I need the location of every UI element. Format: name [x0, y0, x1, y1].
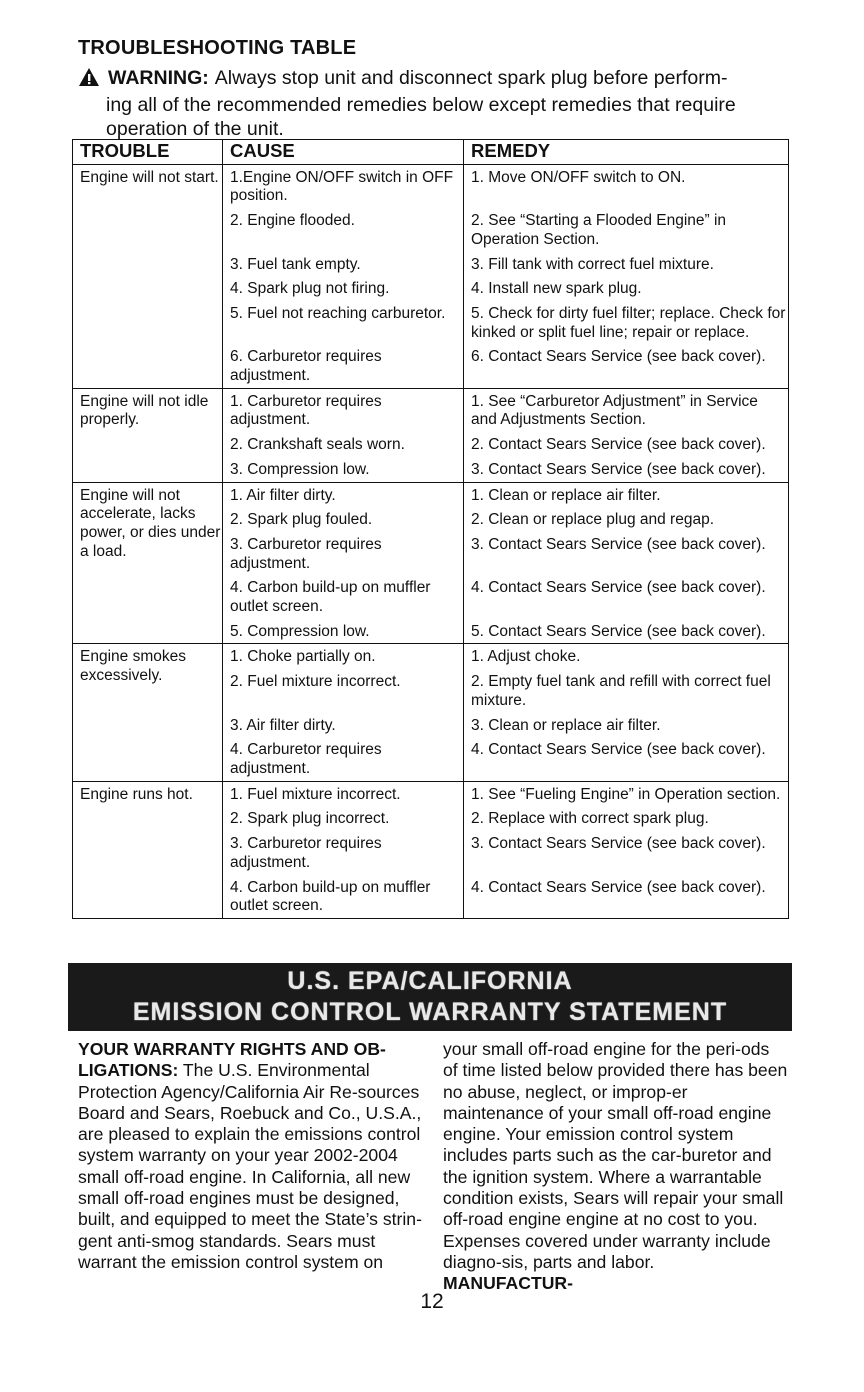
cause-cell: 3. Compression low.	[223, 457, 464, 482]
remedy-cell: 2. Contact Sears Service (see back cover).	[464, 432, 789, 457]
header-cause: CAUSE	[223, 140, 464, 165]
trouble-cell: Engine smokes excessively.	[73, 644, 223, 781]
table-row	[73, 164, 789, 208]
warranty-left-column	[78, 1039, 423, 1295]
cause-cell: 4. Carbon build-up on muffler outlet screen.	[223, 875, 464, 919]
trouble-cell: Engine will not accelerate, lacks power, or dies under a load.	[73, 482, 223, 644]
cause-cell: 2. Spark plug fouled.	[223, 507, 464, 532]
table-header-row	[73, 140, 789, 165]
remedy-cell: 3. Contact Sears Service (see back cover).	[464, 831, 789, 874]
remedy-cell: 2. Clean or replace plug and regap.	[464, 507, 789, 532]
table-row	[73, 781, 789, 806]
cause-cell: 3. Fuel tank empty.	[223, 252, 464, 277]
warning-label: WARNING:	[108, 67, 209, 89]
header-remedy: REMEDY	[464, 140, 789, 165]
cause-cell: 4. Carbon build-up on muffler outlet screen.	[223, 575, 464, 618]
remedy-cell: 3. Fill tank with correct fuel mixture.	[464, 252, 789, 277]
header-trouble: TROUBLE	[73, 140, 223, 165]
cause-cell: 2. Spark plug incorrect.	[223, 806, 464, 831]
cause-cell: 4. Carburetor requires adjustment.	[223, 737, 464, 781]
cause-cell: 5. Compression low.	[223, 619, 464, 644]
remedy-cell: 5. Contact Sears Service (see back cover).	[464, 619, 789, 644]
warranty-heading: YOUR WARRANTY RIGHTS AND OB-LIGATIONS:	[78, 1039, 386, 1081]
cause-cell: 6. Carburetor requires adjustment.	[223, 344, 464, 388]
cause-cell: 2. Fuel mixture incorrect.	[223, 669, 464, 712]
cause-cell: 1. Carburetor requires adjustment.	[223, 388, 464, 432]
remedy-cell: 1. Clean or replace air filter.	[464, 482, 789, 507]
cause-cell: 5. Fuel not reaching carburetor.	[223, 301, 464, 344]
warning-block	[78, 66, 808, 141]
warranty-right-text: your small off-road engine for the peri-ods of time listed below provided there has been no abuse, neglect, or improp-er maintenance of your small off-road engine engine. Your emission control system includes parts such as the car-buretor and the ignition system. Where a warrantable condition exists, Sears will repair your small off-road engine engine at no cost to you. Expenses covered under warranty include diagno-sis, parts and labor.	[443, 1039, 788, 1272]
remedy-cell: 2. Replace with correct spark plug.	[464, 806, 789, 831]
page-number: 12	[420, 1290, 444, 1313]
table-row	[73, 644, 789, 669]
remedy-cell: 6. Contact Sears Service (see back cover).	[464, 344, 789, 388]
trouble-cell: Engine runs hot.	[73, 781, 223, 918]
troubleshooting-table	[72, 139, 789, 919]
cause-cell: 1. Fuel mixture incorrect.	[223, 781, 464, 806]
table-row	[73, 388, 789, 432]
remedy-cell: 4. Contact Sears Service (see back cover).	[464, 737, 789, 781]
cause-cell: 1. Air filter dirty.	[223, 482, 464, 507]
remedy-cell: 4. Contact Sears Service (see back cover).	[464, 875, 789, 919]
remedy-cell: 2. See “Starting a Flooded Engine” in Operation Section.	[464, 208, 789, 251]
cause-cell: 4. Spark plug not firing.	[223, 276, 464, 301]
cause-cell: 2. Crankshaft seals worn.	[223, 432, 464, 457]
warranty-left-text: The U.S. Environmental Protection Agency/California Air Re-sources Board and Sears, Roebuck and Co., U.S.A., are pleased to explain the emissions control system warranty on your year 2002-2004 small off-road engine. In California, all new small off-road engines must be designed, built, and equipped to meet the State’s strin-gent anti-smog standards. Sears must warrant the emission control system on	[78, 1060, 422, 1272]
warranty-body	[78, 1039, 788, 1295]
remedy-cell: 5. Check for dirty fuel filter; replace. Check for kinked or split fuel line; repair or replace.	[464, 301, 789, 344]
banner-line-2: EMISSION CONTROL WARRANTY STATEMENT	[132, 998, 728, 1026]
remedy-cell: 1. Adjust choke.	[464, 644, 789, 669]
warning-text-2: ing all of the recommended remedies below except remedies that require	[106, 94, 736, 116]
table-row	[73, 482, 789, 507]
remedy-cell: 1. See “Carburetor Adjustment” in Service and Adjustments Section.	[464, 388, 789, 432]
banner-line-1: U.S. EPA/CALIFORNIA	[287, 967, 573, 995]
warning-text-3: operation of the unit.	[106, 118, 284, 140]
page-title: TROUBLESHOOTING TABLE	[78, 37, 357, 59]
cause-cell: 1.Engine ON/OFF switch in OFF position.	[223, 164, 464, 208]
remedy-cell: 2. Empty fuel tank and refill with correct fuel mixture.	[464, 669, 789, 712]
warranty-right-bold: MANUFACTUR-	[443, 1273, 573, 1294]
cause-cell: 3. Air filter dirty.	[223, 713, 464, 738]
remedy-cell: 4. Contact Sears Service (see back cover).	[464, 575, 789, 618]
remedy-cell: 1. See “Fueling Engine” in Operation section.	[464, 781, 789, 806]
warranty-right-column	[443, 1039, 788, 1295]
emission-banner	[68, 963, 792, 1031]
remedy-cell: 4. Install new spark plug.	[464, 276, 789, 301]
trouble-cell: Engine will not start.	[73, 164, 223, 388]
remedy-cell: 1. Move ON/OFF switch to ON.	[464, 164, 789, 208]
cause-cell: 1. Choke partially on.	[223, 644, 464, 669]
warning-text-1: Always stop unit and disconnect spark plug before perform-	[214, 67, 728, 89]
cause-cell: 3. Carburetor requires adjustment.	[223, 831, 464, 874]
warning-icon	[78, 67, 100, 93]
cause-cell: 3. Carburetor requires adjustment.	[223, 532, 464, 575]
remedy-cell: 3. Contact Sears Service (see back cover).	[464, 457, 789, 482]
remedy-cell: 3. Contact Sears Service (see back cover).	[464, 532, 789, 575]
cause-cell: 2. Engine flooded.	[223, 208, 464, 251]
trouble-cell: Engine will not idle properly.	[73, 388, 223, 482]
remedy-cell: 3. Clean or replace air filter.	[464, 713, 789, 738]
